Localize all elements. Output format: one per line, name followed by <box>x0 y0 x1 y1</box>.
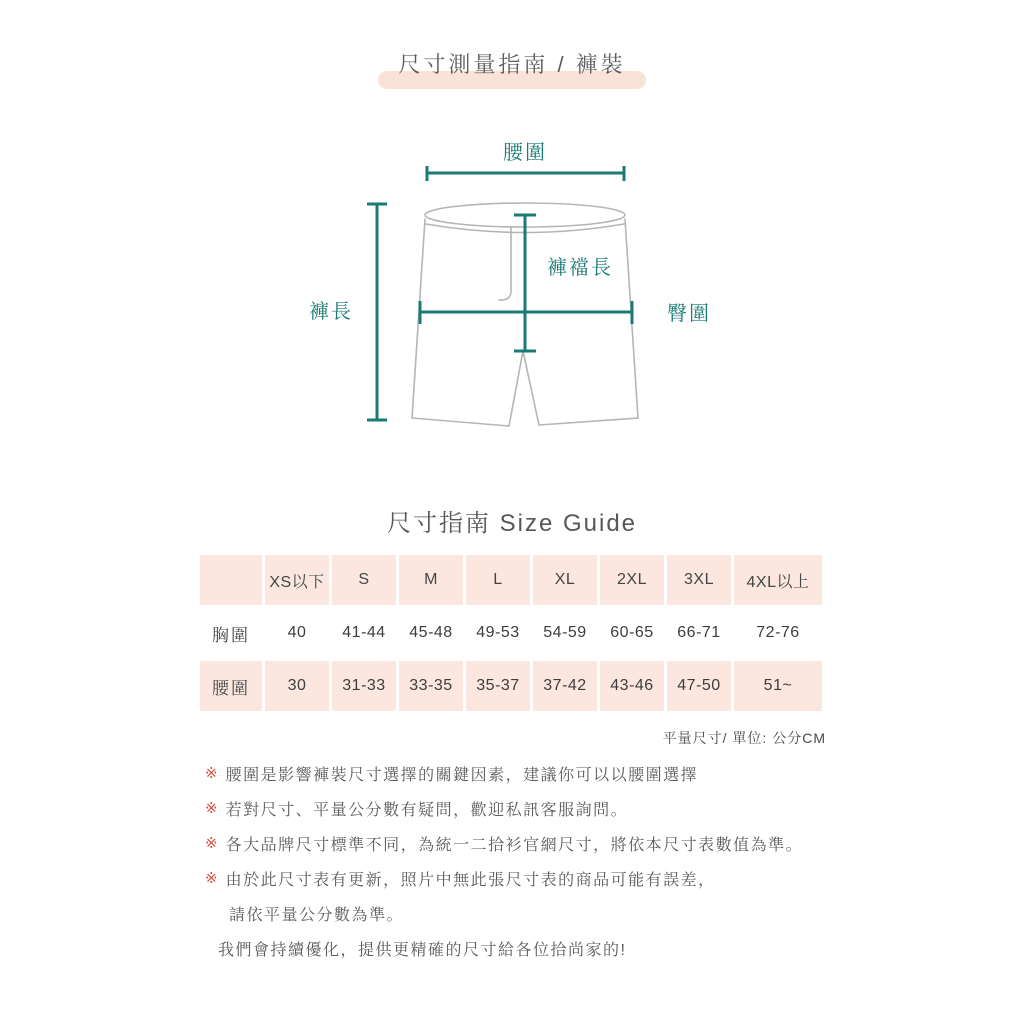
column-header: 4XL以上 <box>734 555 822 605</box>
waist-measure-line <box>427 166 624 181</box>
crotch-length-label: 褲襠長 <box>547 257 613 279</box>
size-cell: 35-37 <box>466 661 530 711</box>
size-cell: 66-71 <box>667 608 731 658</box>
size-cell: 51~ <box>734 661 822 711</box>
column-header: 3XL <box>667 555 731 605</box>
crotch-length-measure-line <box>514 215 536 351</box>
size-cell: 30 <box>265 661 329 711</box>
note-item <box>205 756 905 791</box>
size-cell: 43-46 <box>600 661 664 711</box>
measurement-diagram <box>280 126 730 471</box>
notes-footer <box>205 931 905 966</box>
pant-length-label: 褲長 <box>309 301 353 323</box>
column-header <box>200 555 262 605</box>
note-marker-icon: ※ <box>205 765 218 782</box>
note-marker-icon: ※ <box>205 870 218 887</box>
size-table-body <box>200 608 822 711</box>
pant-length-measure-line <box>367 204 387 420</box>
note-text: 由於此尺寸表有更新，照片中無此張尺寸表的商品可能有誤差， <box>225 872 716 889</box>
size-cell: 41-44 <box>332 608 396 658</box>
size-cell: 49-53 <box>466 608 530 658</box>
size-cell: 31-33 <box>332 661 396 711</box>
note-item <box>205 791 905 826</box>
size-cell: 72-76 <box>734 608 822 658</box>
size-table <box>197 552 825 714</box>
note-continuation <box>205 896 905 931</box>
row-label: 胸圍 <box>200 608 262 658</box>
note-text: 我們會持續優化，提供更精確的尺寸給各位拾尚家的! <box>218 942 627 959</box>
column-header: 2XL <box>600 555 664 605</box>
size-cell: 47-50 <box>667 661 731 711</box>
size-cell: 54-59 <box>533 608 597 658</box>
size-cell: 33-35 <box>399 661 463 711</box>
note-item <box>205 861 905 896</box>
table-row <box>200 608 822 658</box>
size-table-head <box>200 555 822 605</box>
size-cell: 40 <box>265 608 329 658</box>
note-marker-icon: ※ <box>205 800 218 817</box>
column-header: XL <box>533 555 597 605</box>
waist-label: 腰圍 <box>503 142 547 164</box>
column-header: M <box>399 555 463 605</box>
page-title: 尺寸測量指南 / 褲裝 <box>398 52 626 77</box>
table-row <box>200 661 822 711</box>
note-marker-icon: ※ <box>205 835 218 852</box>
note-text: 請依平量公分數為準。 <box>229 907 405 924</box>
hip-label: 臀圍 <box>667 303 711 325</box>
size-cell: 60-65 <box>600 608 664 658</box>
title-block <box>0 48 1024 79</box>
column-header: XS以下 <box>265 555 329 605</box>
notes-list <box>205 756 905 966</box>
size-cell: 45-48 <box>399 608 463 658</box>
size-table-header-row <box>200 555 822 605</box>
unit-note: 平量尺寸/ 單位: 公分CM <box>662 730 826 746</box>
size-guide-heading: 尺寸指南 Size Guide <box>386 510 638 537</box>
note-text: 腰圍是影響褲裝尺寸選擇的關鍵因素，建議你可以以腰圍選擇 <box>225 767 699 784</box>
row-label: 腰圍 <box>200 661 262 711</box>
column-header: L <box>466 555 530 605</box>
note-item <box>205 826 905 861</box>
size-cell: 37-42 <box>533 661 597 711</box>
note-text: 若對尺寸、平量公分數有疑問，歡迎私訊客服詢問。 <box>225 802 629 819</box>
column-header: S <box>332 555 396 605</box>
note-text: 各大品牌尺寸標準不同，為統一二拾衫官網尺寸，將依本尺寸表數值為準。 <box>225 837 804 854</box>
